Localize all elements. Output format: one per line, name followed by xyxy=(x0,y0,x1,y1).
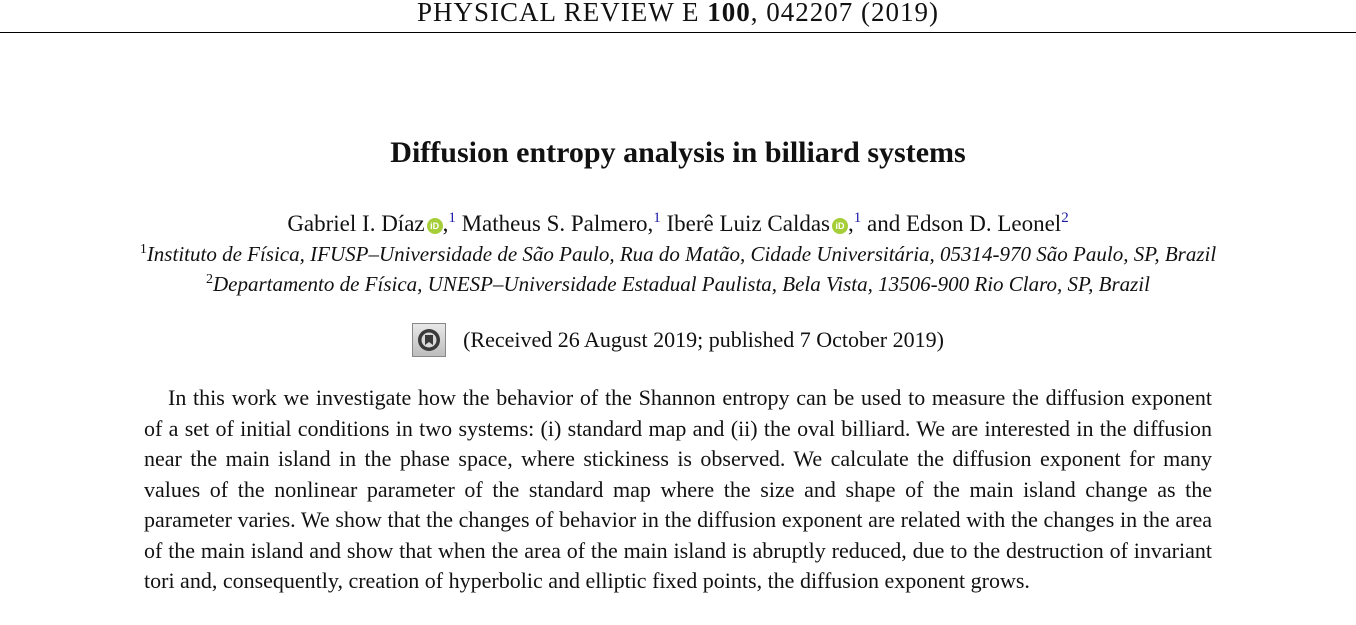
paper-title: Diffusion entropy analysis in billiard systems xyxy=(390,136,966,169)
crossmark-icon[interactable] xyxy=(412,323,446,357)
affiliation-number: 2 xyxy=(206,272,214,287)
journal-header xyxy=(0,0,1356,30)
affiliation-marker[interactable]: 1 xyxy=(853,210,862,226)
author-name: Edson D. Leonel xyxy=(905,211,1062,236)
affiliation-marker[interactable]: 1 xyxy=(448,210,456,226)
journal-volume: 100 xyxy=(707,0,751,27)
affiliation-marker[interactable]: 2 xyxy=(1061,210,1069,226)
author-name: Gabriel I. Díaz xyxy=(287,211,425,236)
author-name: Iberê Luiz Caldas xyxy=(666,211,830,236)
abstract: In this work we investigate how the behavior of the Shannon entropy can be used to measure the diffusion exponent of a set of initial conditions in two systems: (i) standard map and (ii) the oval billiard. We are interested in the diffusion near the main island in the phase space, where stickiness is observed. We calculate the diffusion exponent for many values of the nonlinear parameter of the standard map where the size and shape of the main island change as the parameter varies. We show that the changes of behavior in the diffusion exponent are related with the changes in the area of the main island and show that when the area of the main island is abruptly reduced, due to the destruction of invariant tori and, consequently, creation of hyperbolic and elliptic fixed points, the diffusion exponent grows. xyxy=(144,385,1212,593)
orcid-icon[interactable]: iD xyxy=(832,218,848,234)
article-number: , 042207 (2019) xyxy=(750,0,939,27)
affiliation-number: 1 xyxy=(139,242,147,257)
header-rule xyxy=(0,32,1356,33)
affiliation xyxy=(0,236,1356,268)
orcid-icon[interactable]: iD xyxy=(427,218,443,234)
affiliation-text: Instituto de Física, IFUSP–Universidade de São Paulo, Rua do Matão, Cidade Universitária, 05314-970 São Paulo, SP, Brazil xyxy=(146,242,1217,266)
affiliation-marker[interactable]: 1 xyxy=(653,210,661,226)
affiliation-text: Departamento de Física, UNESP–Universidade Estadual Paulista, Bela Vista, 13506-900 Rio Claro, SP, Brazil xyxy=(213,272,1150,296)
affiliation xyxy=(0,266,1356,298)
received-row xyxy=(0,322,1356,358)
author-name: Matheus S. Palmero xyxy=(461,211,648,236)
received-date: (Received 26 August 2019; published 7 October 2019) xyxy=(463,327,944,352)
author-list: Gabriel I. Díaz iD ,$^1$ Matheus S. Palmero,$^1$ Iberê Luiz Caldas iD ,$^1$ and Edson D. Leonel$^2$ xyxy=(287,210,1069,236)
journal-name: PHYSICAL REVIEW E xyxy=(417,0,708,27)
